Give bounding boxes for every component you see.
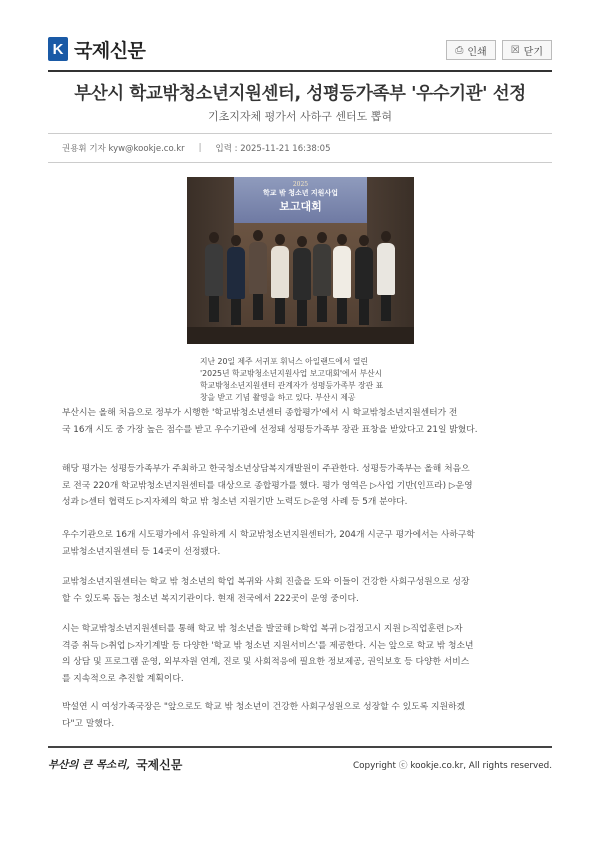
paragraph-line: 우수기관으로 16개 시도평가에서 유일하게 시 학교밖청소년지원센터가, 204개 시군구 평가에서는 사하구학 [62,530,475,540]
copyright-notice: Copyright ⓒ kookje.co.kr, All rights reserved. [352,761,552,771]
photo-floor [187,327,414,344]
paragraph-line: 박설연 시 여성가족국장은 "앞으로도 학교 밖 청소년이 건강한 사회구성원으로 성장할 수 있도록 지원하겠 [62,702,466,712]
publish-date: 입력 : 2025-11-21 16:38:05 [215,144,331,154]
paragraph-line: 로 전국 220개 학교밖청소년지원센터를 대상으로 종합평가를 했다. 평가 영역은 ▷사업 기반(인프라) ▷운영 [62,480,473,491]
paragraph-line: 교밖청소년지원센터 등 14곳이 선정됐다. [62,546,221,557]
close-label: 닫기 [523,46,543,58]
screen-line1: 학교 밖 청소년 지원사업 [263,189,338,197]
caption-line: '2025년 학교밖청소년지원사업 보고대회'에서 부산시 [200,369,383,378]
paragraph-line: 를 지속적으로 추진할 계획이다. [62,673,184,684]
paragraph-5 [62,621,540,687]
site-logo[interactable] [48,36,145,62]
photo-person [333,234,351,324]
paragraph-line: 의 상담 및 프로그램 운영, 외부자원 연계, 진로 및 사회적응에 필요한 정보제공, 권익보호 등 다양한 서비스 [62,657,470,667]
footer-divider [48,746,552,748]
article-photo [187,177,414,344]
paragraph-4 [62,574,540,607]
print-label: 인쇄 [467,46,487,58]
header-actions [446,40,552,60]
close-button[interactable] [502,40,552,60]
photo-person [377,231,395,321]
screen-year: 2025 [292,181,309,188]
paragraph-line: 할 수 있도록 돕는 청소년 복지기관이다. 현재 전국에서 222곳이 운영 중이다. [62,593,359,604]
photo-caption [200,356,400,404]
page-header [48,34,552,66]
paragraph-1 [62,405,540,438]
printer-icon: ⎙ [455,44,464,56]
footer-brand [48,756,182,773]
paragraph-line: 부산시는 올해 처음으로 정부가 시행한 '학교밖청소년센터 종합평가'에서 시 학교밖청소년지원센터가 전 [62,408,458,418]
header-divider [48,70,552,72]
paragraph-line: 격증 취득 ▷취업 ▷자기계발 등 다양한 '학교 밖 청소년 지원서비스'를 제공한다. 시는 앞으로 학교 밖 청소년 [62,640,474,651]
article-meta [48,133,552,163]
paragraph-line: 교밖청소년지원센터는 학교 밖 청소년의 학업 복귀와 사회 진출을 도와 이들이 건강한 사회구성원으로 성장 [62,577,470,587]
print-button[interactable] [446,40,495,60]
paragraph-6 [62,699,540,732]
photo-person [271,234,289,324]
footer-slogan: 부산의 큰 목소리, [48,759,130,771]
caption-line: 창을 받고 기념 촬영을 하고 있다. 부산시 제공 [200,393,356,402]
logo-text: 국제신문 [74,39,146,62]
article-title: 부산시 학교밖청소년지원센터, 성평등가족부 '우수기관' 선정 [74,84,526,104]
photo-person [355,235,373,325]
photo-person [293,236,311,326]
caption-line: 학교밖청소년지원센터 관계자가 성평등가족부 장관 표 [200,381,384,390]
screen-line2: 보고대회 [279,200,322,213]
photo-person [313,232,331,322]
paragraph-line: 해당 평가는 성평등가족부가 주최하고 한국청소년상담복지개발원이 주관한다. 성평등가족부는 올해 처음으 [62,464,470,474]
paragraph-line: 다"고 말했다. [62,718,115,729]
caption-line: 지난 20일 제주 서귀포 휘닉스 아일랜드에서 열린 [200,357,368,366]
author-byline: 권용휘 기자 kyw@kookje.co.kr [62,144,185,154]
photo-person [227,235,245,325]
paragraph-line: 성과 ▷센터 협력도 ▷지자체의 학교 밖 청소년 지원기반 노력도 ▷운영 사례 등 5개 분야다. [62,497,408,507]
close-icon: ☒ [510,44,520,56]
photo-person [249,230,267,320]
article-subtitle: 기초지자체 평가서 사하구 센터도 뽑혀 [207,110,392,123]
footer-brand-name: 국제신문 [135,758,183,772]
meta-separator: | [198,143,202,153]
paragraph-3 [62,527,540,560]
paragraph-line: 시는 학교밖청소년지원센터를 통해 학교 밖 청소년을 발굴해 ▷학업 복귀 ▷검정고시 지원 ▷직업훈련 ▷자 [62,624,463,634]
logo-mark: K [48,37,68,61]
photo-screen [234,177,367,223]
paragraph-2 [62,461,540,511]
photo-person [205,232,223,322]
paragraph-line: 국 16개 시도 중 가장 높은 점수를 받고 우수기관에 선정돼 성평등가족부 장관 표창을 받았다고 21일 밝혔다. [62,424,478,435]
